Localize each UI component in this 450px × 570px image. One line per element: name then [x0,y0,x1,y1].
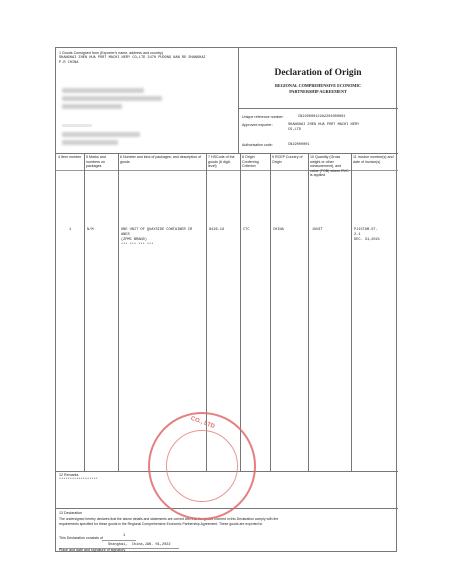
company-seal-text: CO., LTD [189,415,216,431]
item-marks: N/M [87,228,94,232]
item-criterion: CTC [243,228,250,232]
item-invoice-line3: DEC. 31,2021 [354,238,380,242]
col-header-quantity: 10 Quantity (Gross weight or other measurement), and value (FOB) where RVC is applied [310,155,349,178]
declaration-consists-label: This Declaration consists of [59,536,103,540]
item-desc-line3: (ZPMC BRAND) [121,238,147,242]
subtitle-line2: PARTNERSHIP AGREEMENT [289,89,347,94]
remarks-value: ****************** [59,478,98,482]
declaration-text2: requirements specified for these goods in the Regional Comprehensive Economic Partnership Agreement. These goods are exported to [59,522,263,526]
redacted-block [62,124,92,127]
company-seal [148,412,256,520]
redacted-block [62,96,162,101]
col-header-country: 9 RCEP Country of Origin [272,155,303,164]
col-divider [240,153,241,471]
approved-value-line1: SHANGHAI ZHEN HUA PORT MACHI NERY [288,123,360,127]
item-country: CHINA [273,228,284,232]
divider [238,108,398,109]
col-divider [270,153,271,471]
consignor-line1: SHANGHAI ZHEN HUA PORT MACHI NERY CO,LTD 3470 PUDONG NAN RD SHANGHAI [59,56,206,60]
subtitle-line1: REGIONAL COMPREHENSIVE ECONOMIC [274,83,362,88]
col-divider [351,153,352,471]
col-header-item: 4 Item number [58,155,82,159]
divider [238,48,239,153]
item-desc-line2: ANES [121,233,130,237]
declaration-label: 13 Declaration [59,511,83,515]
approved-value-line2: CO,LTD [288,128,301,132]
declaration-text1: The undersigned hereby declares that the above details and statements are correct and that the goods covered in this Declaration comply with the [59,517,279,521]
item-quantity: 1UNIT [312,228,323,232]
redacted-block [62,140,118,145]
divider [102,540,136,541]
company-seal-ring [166,430,238,502]
reference-label: Unique reference number: [242,115,284,119]
reference-value: CN220000122A2201000001 [298,115,346,119]
consignor-label: 1 Goods Consigned from (Exporter's name, address and country) [59,51,163,55]
col-header-invoice: 11 Invoice number(s) and date of invoice(s) [353,155,394,164]
redacted-block [62,132,140,137]
item-hscode: 8426.19 [209,228,225,232]
place-date: Shanghai, China,JAN. 01,2022 [108,543,171,547]
consignor-line2: P.R CHINA [59,61,79,65]
item-invoice-line1: PJ15TAM-ST- [354,228,378,232]
signature-label: Place and date and signature of signatory [59,548,126,552]
col-header-criterion: 8 Origin Conferring Criterion [242,155,259,169]
approved-label: Approved exporter: [242,123,273,127]
document-title: Declaration of Origin [274,68,362,78]
col-divider [308,153,309,471]
table-top-line [56,153,398,154]
redacted-block [62,88,144,93]
item-desc-line1: ONE UNIT OF QUAYSIDE CONTAINER CR [121,228,193,232]
col-divider [118,153,119,471]
col-header-description: 6 Number and kind of packages; and description of goods [120,155,202,164]
item-desc-line4: *** *** *** *** [121,243,154,247]
authorisation-label: Authorisation code: [242,143,273,147]
item-invoice-line2: 2-1 [354,233,361,237]
col-header-hscode: 7 HSCode of the goods (6 digit-level) [208,155,235,169]
item-number: 1 [69,228,72,232]
authorisation-value: CN22000001 [288,143,310,147]
col-header-marks: 5 Marks and numbers on packages [86,155,106,169]
remarks-label: 12 Remarks [59,473,79,477]
declaration-consists-value: 1 [123,534,126,538]
redacted-block [62,104,122,109]
col-divider [84,153,85,471]
